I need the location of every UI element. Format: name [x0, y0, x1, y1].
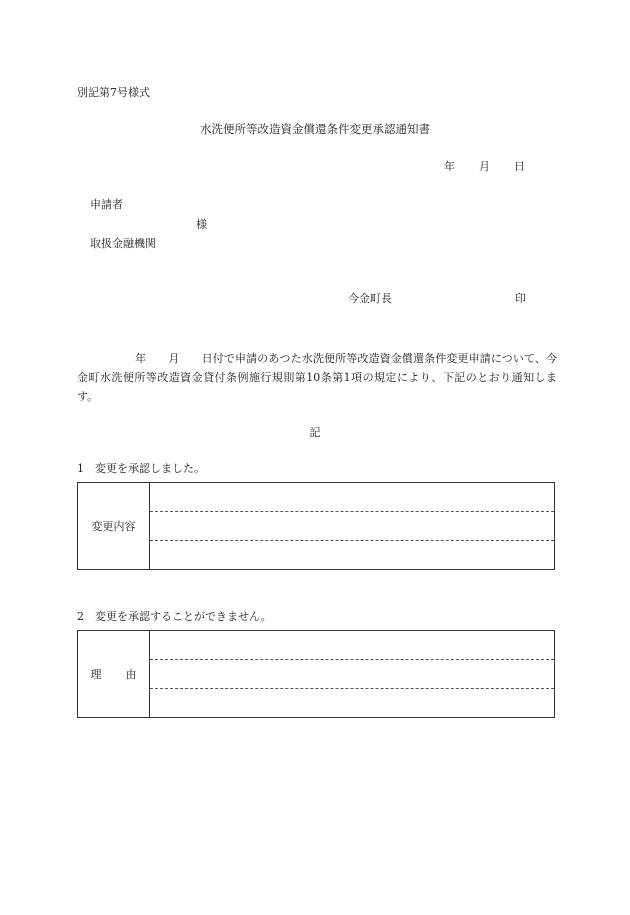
- bank-label: 取扱金融機関: [90, 237, 156, 250]
- seal-mark: 印: [515, 292, 526, 305]
- writing-line[interactable]: [150, 483, 554, 512]
- change-content-label: 変更内容: [78, 483, 150, 569]
- date-year: 年: [444, 160, 455, 173]
- reason-table: [77, 630, 555, 718]
- change-content-lines: [150, 483, 554, 569]
- writing-line[interactable]: [150, 660, 554, 689]
- section1-heading: 1 変更を承認しました。: [77, 462, 205, 475]
- body-text: 日付で申請のあつた水洗便所等改造資金償還条件変更申請について、今金町水洗便所等改造資金貸付条例施行規則第10条第1項の規定により、下記のとおり通知します。: [77, 352, 558, 403]
- writing-line[interactable]: [150, 512, 554, 541]
- ki-heading: 記: [309, 426, 321, 439]
- date-line: [444, 161, 525, 172]
- reason-label: [78, 631, 150, 717]
- date-day: 日: [514, 160, 525, 173]
- body-paragraph: [77, 349, 557, 406]
- honorific: 様: [196, 218, 207, 231]
- writing-line[interactable]: [150, 689, 554, 717]
- reason-lines: [150, 631, 554, 717]
- form-number: 別記第7号様式: [77, 86, 150, 99]
- writing-line[interactable]: [150, 541, 554, 569]
- issuer-name: 今金町長: [348, 292, 392, 305]
- applicant-label: 申請者: [90, 198, 123, 211]
- body-month: 月: [168, 352, 180, 365]
- body-year: 年: [135, 352, 147, 365]
- date-month: 月: [479, 160, 490, 173]
- section2-heading: 2 変更を承認することができません。: [77, 610, 272, 623]
- reason-label-part1: 理: [90, 668, 102, 681]
- writing-line[interactable]: [150, 631, 554, 660]
- reason-label-part2: 由: [125, 668, 137, 681]
- document-title: 水洗便所等改造資金償還条件変更承認通知書: [200, 122, 430, 136]
- change-content-table: [77, 482, 555, 570]
